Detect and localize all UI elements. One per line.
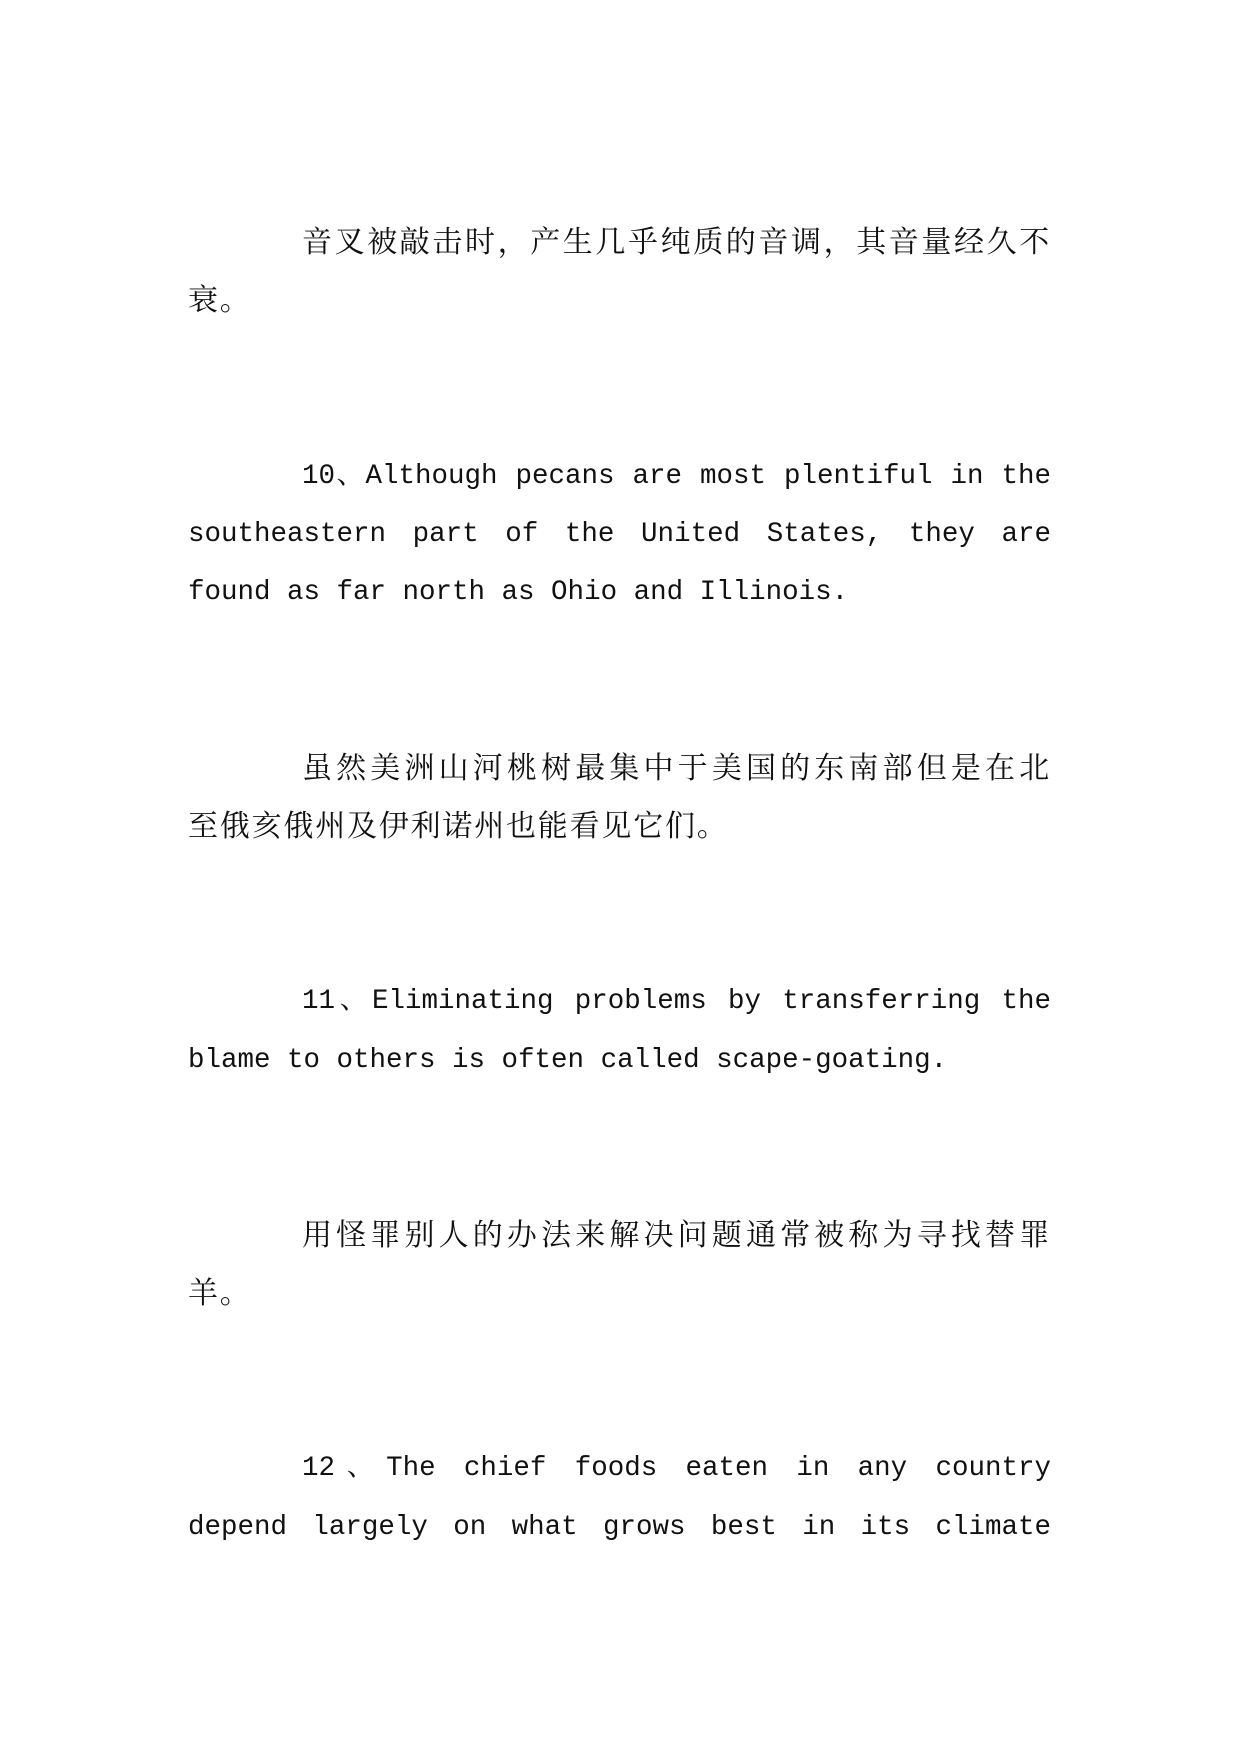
paragraph-line: blame to others is often called scape-goating. [188,1044,948,1076]
paragraph-line: 至俄亥俄州及伊利诺州也能看见它们。 [188,808,729,844]
paragraph-line: 羊。 [188,1276,252,1312]
paragraph-line: 音叉被敲击时，产生几乎纯质的音调，其音量经久不 [302,225,1051,260]
paragraph-11-zh [188,1207,1051,1324]
paragraph-line: 衰。 [188,283,252,319]
paragraph-12-en [188,1440,1051,1557]
paragraph-line: found as far north as Ohio and Illinois. [188,577,849,609]
paragraph-10-zh [188,740,1051,857]
paragraph-line: southeastern part of the United States, they are [188,518,1051,550]
paragraph-11-en [188,973,1051,1090]
paragraph-line: 10、Although pecans are most plentiful in the [302,460,1051,492]
document-page [188,214,1051,1674]
paragraph-line: 11、Eliminating problems by transferring the [302,986,1051,1018]
paragraph-line: 12、The chief foods eaten in any country [302,1453,1051,1485]
paragraph-tuning-fork-zh [188,214,1051,331]
paragraph-line: 虽然美洲山河桃树最集中于美国的东南部但是在北 [302,750,1051,786]
paragraph-line: 用怪罪别人的办法来解决问题通常被称为寻找替罪 [302,1217,1051,1253]
paragraph-line: depend largely on what grows best in its climate [188,1511,1051,1543]
paragraph-10-en [188,448,1051,623]
